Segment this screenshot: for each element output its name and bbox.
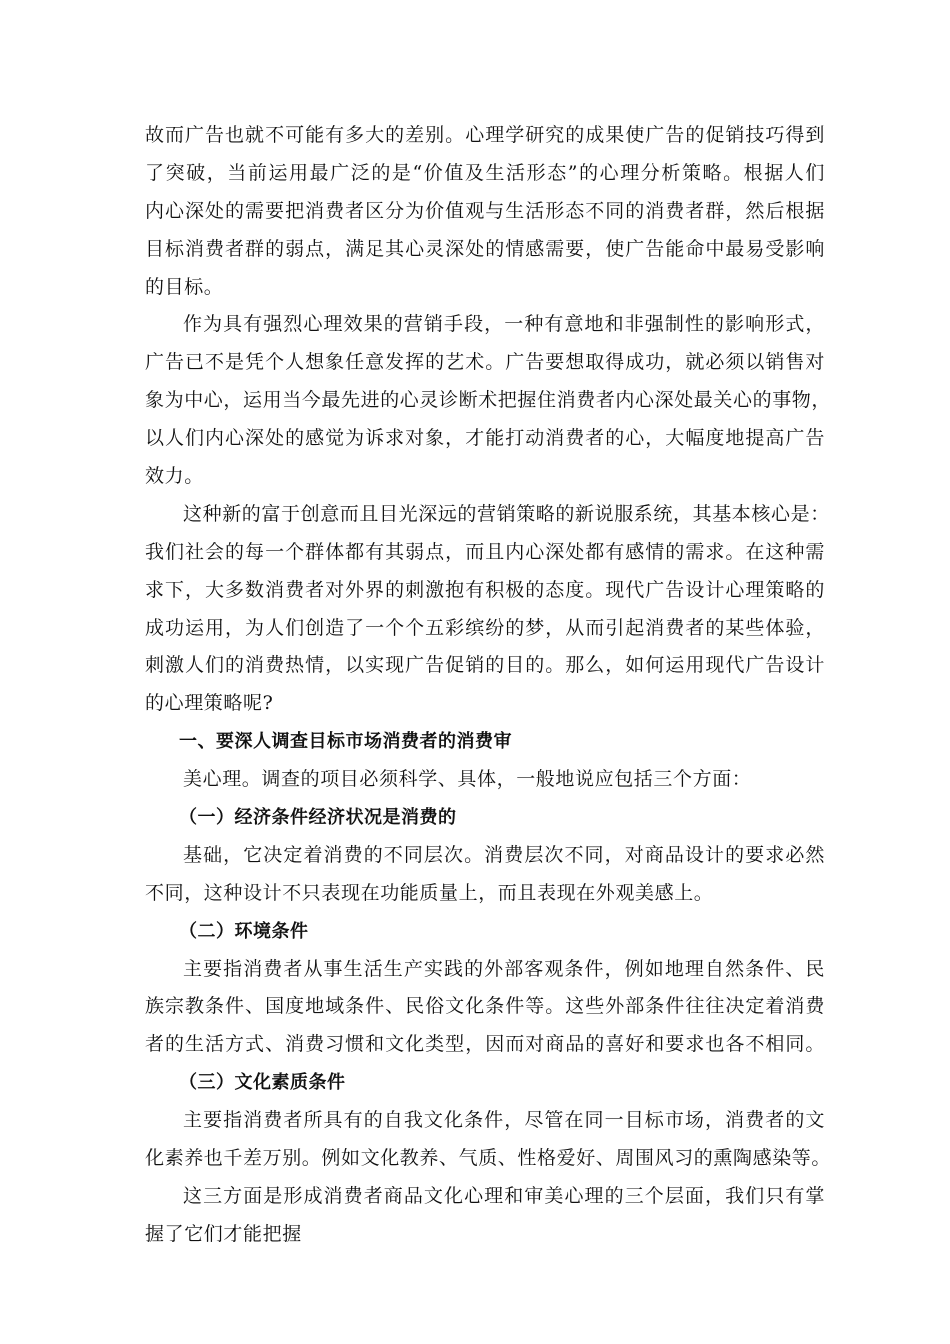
subsection-heading: （二）环境条件 [179,920,309,942]
paragraph-line: 象为中心，运用当今最先进的心灵诊断术把握住消费者内心深处最关心的事物， [145,389,832,412]
paragraph-line: 主要指消费者所具有的自我文化条件，尽管在同一目标市场，消费者的文 [183,1109,825,1132]
paragraph-line: 内心深处的需要把消费者区分为价值观与生活形态不同的消费者群，然后根据 [145,199,825,222]
paragraph-line: 这种新的富于创意而且目光深远的营销策略的新说服系统，其基本核心是： [183,502,830,525]
paragraph-line: 广告已不是凭个人想象任意发挥的艺术。广告要想取得成功，就必须以销售对 [145,351,825,374]
paragraph-line: 作为具有强烈心理效果的营销手段，一种有意地和非强制性的影响形式， [183,313,825,336]
paragraph-line: 握了它们才能把握 [145,1222,302,1245]
paragraph-line: 化素养也千差万别。例如文化教养、气质、性格爱好、周围风习的熏陶感染等。 [145,1147,832,1170]
paragraph-line: 族宗教条件、国度地域条件、民俗文化条件等。这些外部条件往往决定着消费 [145,995,825,1018]
paragraph-line: 我们社会的每一个群体都有其弱点，而且内心深处都有感情的需求。在这种需 [145,540,825,563]
paragraph-line: 效力。 [145,465,204,488]
section-heading: 一、要深人调查目标市场消费者的消费审 [179,731,512,753]
subsection-heading: （一）经济条件经济状况是消费的 [179,807,457,829]
paragraph-line: 求下，大多数消费者对外界的刺激抱有积极的态度。现代广告设计心理策略的 [145,578,825,601]
paragraph-line: 目标消费者群的弱点，满足其心灵深处的情感需要，使广告能命中最易受影响 [145,237,825,260]
paragraph-line: 刺激人们的消费热情，以实现广告促销的目的。那么，如何运用现代广告设计 [145,654,825,677]
paragraph-line: 以人们内心深处的感觉为诉求对象，才能打动消费者的心，大幅度地提高广告 [145,427,825,450]
paragraph-line: 成功运用，为人们创造了一个个五彩缤纷的梦，从而引起消费者的某些体验， [145,616,825,639]
subsection-heading: （三）文化素质条件 [179,1072,346,1094]
paragraph-line: 者的生活方式、消费习惯和文化类型，因而对商品的喜好和要求也各不相同。 [145,1033,825,1056]
paragraph-line: 故而广告也就不可能有多大的差别。心理学研究的成果使广告的促销技巧得到 [145,124,825,146]
paragraph-line: 这三方面是形成消费者商品文化心理和审美心理的三个层面，我们只有掌 [183,1184,825,1207]
paragraph-line: 主要指消费者从事生活生产实践的外部客观条件，例如地理自然条件、民 [183,957,825,980]
paragraph-line: 美心理。调查的项目必须科学、具体，一般地说应包括三个方面： [183,768,752,791]
paragraph-line: 基础，它决定着消费的不同层次。消费层次不同，对商品设计的要求必然 [183,843,825,866]
document-body [145,117,832,1254]
paragraph-line: 不同，这种设计不只表现在功能质量上，而且表现在外观美感上。 [145,881,714,904]
paragraph-line: 的心理策略呢? [145,692,274,715]
paragraph-line: 了突破，当前运用最广泛的是“价值及生活形态”的心理分析策略。根据人们 [145,161,825,184]
paragraph-line: 的目标。 [145,275,224,298]
